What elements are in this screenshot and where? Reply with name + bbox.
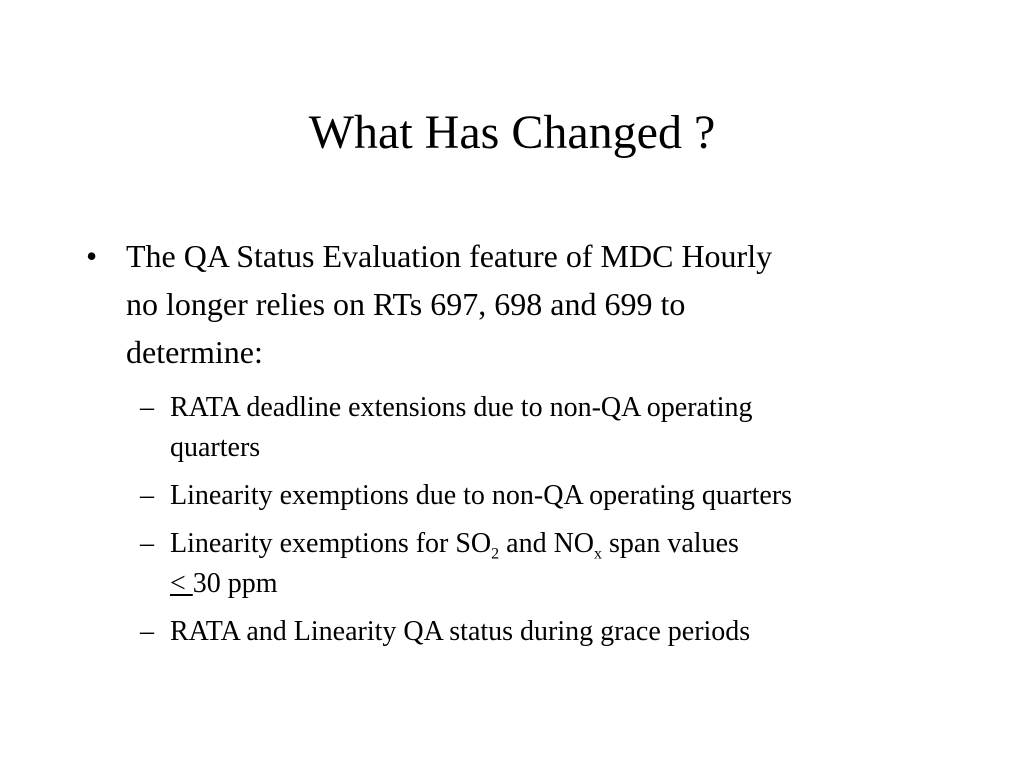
sub-bullet-text-part-4: 30 ppm bbox=[192, 568, 278, 599]
bullet-text-line-3: determine: bbox=[126, 334, 263, 370]
sub-bullet-text-part-2: and NO bbox=[499, 528, 595, 559]
sub-bullet-text: Linearity exemptions due to non-QA operating quarters bbox=[170, 480, 793, 511]
sub-bullet-text-part-3: span values bbox=[602, 528, 739, 559]
sub-bullet-rata-deadline bbox=[84, 388, 954, 468]
slide-title: What Has Changed ? bbox=[308, 106, 716, 159]
nox-subscript: x bbox=[594, 545, 603, 563]
sub-bullet-text-line-2: quarters bbox=[170, 432, 261, 463]
sub-bullet-marker: – bbox=[140, 480, 154, 511]
sub-bullet-marker: – bbox=[140, 616, 154, 647]
sub-bullet-text-part-1: Linearity exemptions for SO bbox=[170, 528, 492, 559]
bullet-marker: • bbox=[86, 238, 98, 274]
bullet-text-line-1: The QA Status Evaluation feature of MDC Hourly bbox=[126, 238, 773, 274]
slide-body bbox=[84, 232, 954, 660]
sub-bullet-text-line-1: RATA deadline extensions due to non-QA operating bbox=[170, 392, 753, 423]
sub-bullet-linearity-exemptions bbox=[84, 476, 954, 516]
main-bullet bbox=[84, 232, 954, 376]
less-than-or-equal-symbol: < bbox=[170, 568, 193, 599]
sub-bullet-grace-periods bbox=[84, 612, 954, 652]
sub-bullet-marker: – bbox=[140, 392, 154, 423]
sub-bullet-span-values bbox=[84, 524, 954, 604]
sub-bullet-list bbox=[84, 388, 954, 652]
sub-bullet-text: RATA and Linearity QA status during grace periods bbox=[170, 616, 751, 647]
so2-subscript: 2 bbox=[491, 545, 500, 563]
bullet-text-line-2: no longer relies on RTs 697, 698 and 699 to bbox=[126, 286, 686, 322]
sub-bullet-marker: – bbox=[140, 528, 154, 559]
